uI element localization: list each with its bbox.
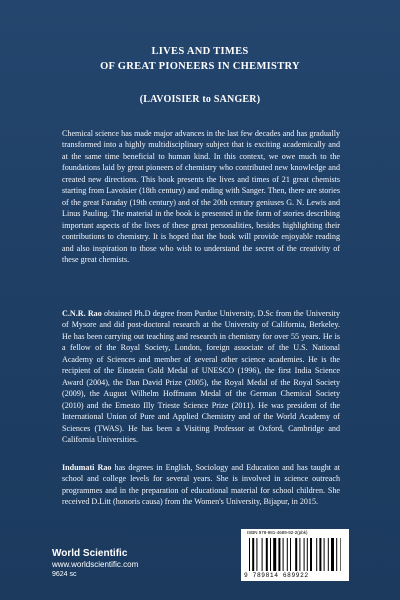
author-bio-2 (62, 462, 340, 508)
barcode-bar (262, 538, 263, 571)
barcode-bar (319, 538, 321, 571)
catalog-number: 9624 sc (52, 571, 77, 578)
author-name: C.N.R. Rao (62, 309, 102, 318)
publisher-url: www.worldscientific.com (52, 560, 139, 569)
barcode-bar (324, 538, 325, 571)
title-line-1: LIVES AND TIMES (151, 46, 249, 57)
author-bio-1 (62, 308, 340, 445)
barcode-bar (266, 538, 268, 571)
barcode-bar (307, 538, 308, 571)
barcode-bar (287, 538, 288, 571)
barcode-bar (249, 538, 250, 571)
barcode-bar (273, 538, 276, 571)
barcode-bar (278, 538, 280, 571)
barcode-bar (340, 538, 341, 571)
barcode-icon (249, 538, 341, 571)
isbn-text: ISBN 978-981-4689-92-2(pbk) (247, 530, 308, 535)
book-description: Chemical science has made major advances in the last few decades and has gradually transformed into a highly multidisciplinary subject that is exciting academically and at the same time beneficial to human kind. In this context, we owe much to the foundations laid by great pioneers of chemistry who contributed new knowledge and created new directions. This book presents the lives and times of 21 great chemists starting from Lavoisier (18th century) and ending with Sanger. Then, there are stories of the great Faraday (19th century) and of the 20th century geniuses G. N. Lewis and Linus Pauling. The material in the book is presented in the form of stories describing important aspects of the lives of these great personalities, besides highlighting their contributions to chemistry. It is hoped that the book will provide enjoyable reading and also inspiration to those who wish to understand the secret of the creativity of these great chemists. (62, 129, 340, 264)
barcode-bar (252, 538, 254, 571)
barcode-bar (270, 538, 271, 571)
barcode-bar (331, 538, 334, 571)
author-bio-text: has degrees in English, Sociology and Education and has taught at school and college levels for several years. She is involved in science outreach programmes and in the preparation of educational material for school children. She received D.Litt (honoris causa) from the Women's University, Bijapur, in 2015. (62, 463, 340, 507)
book-subtitle: (LAVOISIER to SANGER) (139, 94, 261, 105)
author-bio-text: obtained Ph.D degree from Purdue University, D.Sc from the University of Mysore and did post-doctoral research at the University of California, Berkeley. He has been carrying out teaching and research in chemistry for over 55 years. He is a fellow of the Royal Society, London, foreign associate of the U.S. National Academy of Sciences and member of several other science academies. He is the recipient of the Einstein Gold Medal of UNESCO (1996), the first India Science Award (2004), the Dan David Prize (2005), the Royal Medal of the Royal Society (2009), the August Wilhelm Hoffmann Medal of the German Chemical Society (2010) and the Ernesto Illy Trieste Science Prize (2011). He was president of the International Union of Pure and Applied Chemistry and of the World Academy of Sciences (TWAS). He has been a Visiting Professor at Oxford, Cambridge and California Universities. (62, 309, 340, 444)
barcode-bar (316, 538, 317, 571)
barcode-bar (310, 538, 312, 571)
barcode-bar (304, 538, 305, 571)
barcode-bar (283, 538, 284, 571)
barcode-number: 9 789814 689922 (244, 572, 309, 579)
barcode-bar (295, 538, 297, 571)
title-line-2: OF GREAT PIONEERS IN CHEMISTRY (100, 61, 300, 72)
barcode-bar (290, 538, 291, 571)
barcode-bar (256, 538, 257, 571)
barcode-bar (336, 538, 337, 571)
isbn-barcode (241, 529, 349, 581)
barcode-bar (299, 538, 300, 571)
barcode-bar (328, 538, 329, 571)
publisher-logo: World Scientific (52, 548, 128, 559)
author-name: Indumati Rao (62, 463, 112, 472)
book-title (0, 44, 400, 74)
